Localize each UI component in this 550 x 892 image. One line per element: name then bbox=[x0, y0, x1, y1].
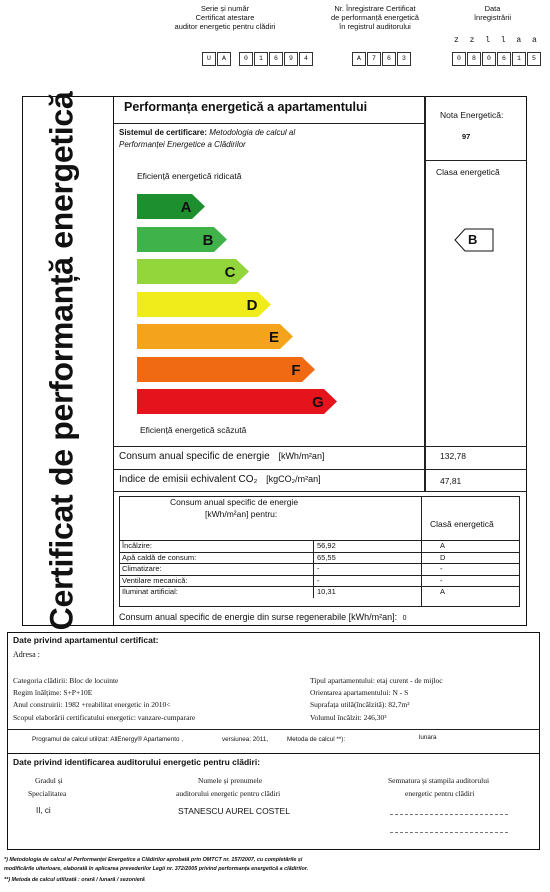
breakdown-row-class: D bbox=[440, 552, 446, 562]
data-box: 8 bbox=[467, 52, 481, 66]
sistem-text-2: Performanței Energetice a Clădirilor bbox=[119, 140, 246, 149]
serie-box: 0 bbox=[239, 52, 253, 66]
breakdown-row-value: 56,92 bbox=[317, 541, 336, 550]
class-indicator bbox=[454, 228, 494, 257]
breakdown-header-2: [kWh/m²an] pentru: bbox=[205, 509, 278, 519]
emisii-label bbox=[119, 474, 321, 485]
program-label: Programul de calcul utilizat: AllEnergy® Apartamento , bbox=[32, 736, 183, 743]
regenerabile-value: 0 bbox=[402, 615, 407, 622]
sistem-text-1: Metodologia de calcul al bbox=[209, 128, 296, 137]
eff-high-label: Eficiență energetică ridicată bbox=[137, 171, 242, 181]
serie-box: 6 bbox=[269, 52, 283, 66]
consum-label bbox=[119, 451, 324, 462]
sistem-label bbox=[119, 128, 295, 137]
serie-label-2: Certificat atestare bbox=[195, 13, 255, 22]
clasa-label: Clasa energetică bbox=[436, 167, 500, 177]
data-header bbox=[455, 4, 530, 22]
breakdown-row-label: Climatizare: bbox=[122, 564, 162, 573]
energy-class-letter: B bbox=[202, 231, 214, 249]
serie-box: 1 bbox=[254, 52, 268, 66]
breakdown-row-label: Încălzire: bbox=[122, 541, 153, 550]
serie-box: A bbox=[217, 52, 231, 66]
signature-line-1 bbox=[390, 814, 508, 815]
nota-value: 97 bbox=[462, 132, 471, 141]
data-box: 6 bbox=[497, 52, 511, 66]
energy-class-letter: A bbox=[180, 199, 192, 216]
emisii-unit: [kgCO₂/m²an] bbox=[266, 474, 321, 484]
auditor-section bbox=[7, 753, 540, 850]
data-label-1: Data bbox=[484, 4, 501, 13]
serie-header bbox=[160, 4, 290, 31]
emisii-text: Indice de emisii echivalent CO₂ bbox=[119, 474, 258, 485]
registru-box: 7 bbox=[367, 52, 381, 66]
apartment-title: Date privind apartamentul certificat: bbox=[13, 635, 159, 645]
registru-boxes bbox=[352, 52, 412, 66]
regenerabile-label bbox=[119, 612, 407, 622]
energy-class-letter: G bbox=[312, 394, 324, 411]
auditor-col1-2: Specialitatea bbox=[28, 789, 67, 798]
registru-box: A bbox=[352, 52, 366, 66]
footnote-2: modificările ulterioare, elaborată în aplicarea prevederilor Legii nr. 372/2005 privind performanța energetică a clădirilor. bbox=[4, 866, 309, 872]
regenerabile-text: Consum anual specific de energie din surse regenerabile [kWh/m²an]: bbox=[119, 612, 398, 622]
breakdown-row-class: - bbox=[440, 564, 443, 573]
auditor-nume: STANESCU AUREL COSTEL bbox=[178, 806, 290, 816]
serie-box: 4 bbox=[299, 52, 313, 66]
breakdown-row-class: A bbox=[440, 587, 446, 596]
apt-left-2: Anul construirii: 1982 +reabilitat energetic in 2010< bbox=[13, 700, 171, 709]
consum-value: 132,78 bbox=[440, 451, 466, 461]
auditor-col2-1: Numele și prenumele bbox=[198, 776, 263, 785]
energy-class-letter: F bbox=[291, 361, 301, 379]
breakdown-row-class: - bbox=[440, 575, 443, 585]
energy-class-c bbox=[137, 259, 249, 284]
energy-class-a bbox=[137, 194, 205, 219]
registru-box: 3 bbox=[397, 52, 411, 66]
energy-class-letter: D bbox=[246, 296, 258, 314]
serie-label-1: Serie și număr bbox=[200, 4, 250, 13]
auditor-title: Date privind identificarea auditorului energetic pentru clădiri: bbox=[13, 757, 261, 767]
sistem-title: Sistemul de certificare: bbox=[119, 128, 208, 137]
serie-box: 9 bbox=[284, 52, 298, 66]
registru-box: 6 bbox=[382, 52, 396, 66]
breakdown-header-class: Clasă energetică bbox=[430, 519, 494, 529]
breakdown-row-value: 10,31 bbox=[317, 587, 336, 596]
energy-class-b bbox=[137, 227, 227, 252]
breakdown-row-label: Iluminat artificial: bbox=[122, 587, 178, 596]
apt-right-2: Suprafața utilă(încălzită): 82,7m² bbox=[310, 700, 410, 709]
auditor-col3-2: energetic pentru clădiri bbox=[405, 789, 475, 798]
energy-class-e bbox=[137, 324, 293, 349]
vertical-title: Certificat de performanță energetică bbox=[43, 91, 80, 631]
signature-line-2 bbox=[390, 832, 508, 833]
serie-box: U bbox=[202, 52, 216, 66]
auditor-col1-1: Gradul și bbox=[35, 776, 63, 785]
breakdown-row-class: A bbox=[440, 541, 446, 550]
breakdown-header-1: Consum anual specific de energie bbox=[170, 497, 299, 507]
energy-class-letter: E bbox=[268, 329, 280, 346]
apt-right-0: Tipul apartamentului: etaj curent - de mijloc bbox=[310, 676, 443, 685]
data-format: z z l l a a bbox=[454, 36, 540, 45]
main-title: Performanța energetică a apartamentului bbox=[124, 100, 368, 114]
serie-boxes bbox=[202, 52, 314, 66]
energy-class-f bbox=[137, 357, 315, 382]
apt-left-1: Regim înălțime: S+P+10E bbox=[13, 688, 93, 697]
auditor-col2-2: auditorului energetic pentru clădiri bbox=[176, 789, 281, 798]
energy-class-d bbox=[137, 292, 271, 317]
consum-unit: [kWh/m²an] bbox=[278, 451, 325, 461]
apt-right-3: Volumul încălzit: 246,30³ bbox=[310, 713, 387, 722]
vertical-title-box bbox=[22, 91, 102, 631]
breakdown-row-label: Apă caldă de consum: bbox=[122, 552, 197, 562]
data-label-2: înregistrării bbox=[473, 13, 512, 22]
data-box: 0 bbox=[482, 52, 496, 66]
breakdown-row-label: Ventilare mecanică: bbox=[122, 575, 188, 585]
breakdown-row-value: - bbox=[317, 564, 320, 573]
footnote-1: *) Metodologia de calcul al Performanței Energetice a Clădirilor aprobată prin OMTCT nr. 157/2007, cu completările și bbox=[4, 857, 303, 863]
data-box: 5 bbox=[527, 52, 541, 66]
consum-text: Consum anual specific de energie bbox=[119, 451, 270, 462]
emisii-value: 47,81 bbox=[440, 476, 462, 486]
versiunea-label: versiunea: 2011, bbox=[222, 736, 269, 743]
footnote-3: **) Metoda de calcul utilizată : orară / lunară / sezonieră bbox=[4, 877, 145, 883]
apt-left-0: Categoria clădirii: Bloc de locuinte bbox=[13, 676, 119, 685]
metoda-value: lunara bbox=[419, 734, 437, 741]
breakdown-row-value: 65,55 bbox=[317, 552, 336, 562]
adresa-label: Adresa : bbox=[13, 650, 40, 659]
data-box: 1 bbox=[512, 52, 526, 66]
auditor-grad: II, ci bbox=[36, 806, 51, 815]
data-box: 0 bbox=[452, 52, 466, 66]
nota-label: Nota Energetică: bbox=[440, 110, 504, 120]
metoda-label: Metoda de calcul **): bbox=[287, 736, 346, 743]
auditor-col3-1: Semnatura și stampila auditorului bbox=[388, 776, 490, 785]
apt-left-3: Scopul elaborării certificatului energetic: vanzare-cumparare bbox=[13, 713, 196, 722]
registru-header bbox=[305, 4, 445, 31]
registru-label-1: Nr. Înregistrare Certificat bbox=[334, 4, 416, 13]
breakdown-row-value: - bbox=[317, 575, 320, 585]
data-boxes bbox=[452, 52, 542, 66]
apt-right-1: Orientarea apartamentului: N - S bbox=[310, 688, 409, 697]
energy-class-letter: C bbox=[224, 264, 236, 281]
energy-class-g bbox=[137, 389, 337, 414]
registru-label-2: de performanță energetică bbox=[331, 13, 419, 22]
class-indicator-value: B bbox=[468, 232, 478, 247]
serie-label-3: auditor energetic pentru clădiri bbox=[174, 22, 276, 31]
eff-low-label: Eficiență energetică scăzută bbox=[140, 425, 247, 435]
registru-label-3: în registrul auditorului bbox=[339, 22, 411, 31]
